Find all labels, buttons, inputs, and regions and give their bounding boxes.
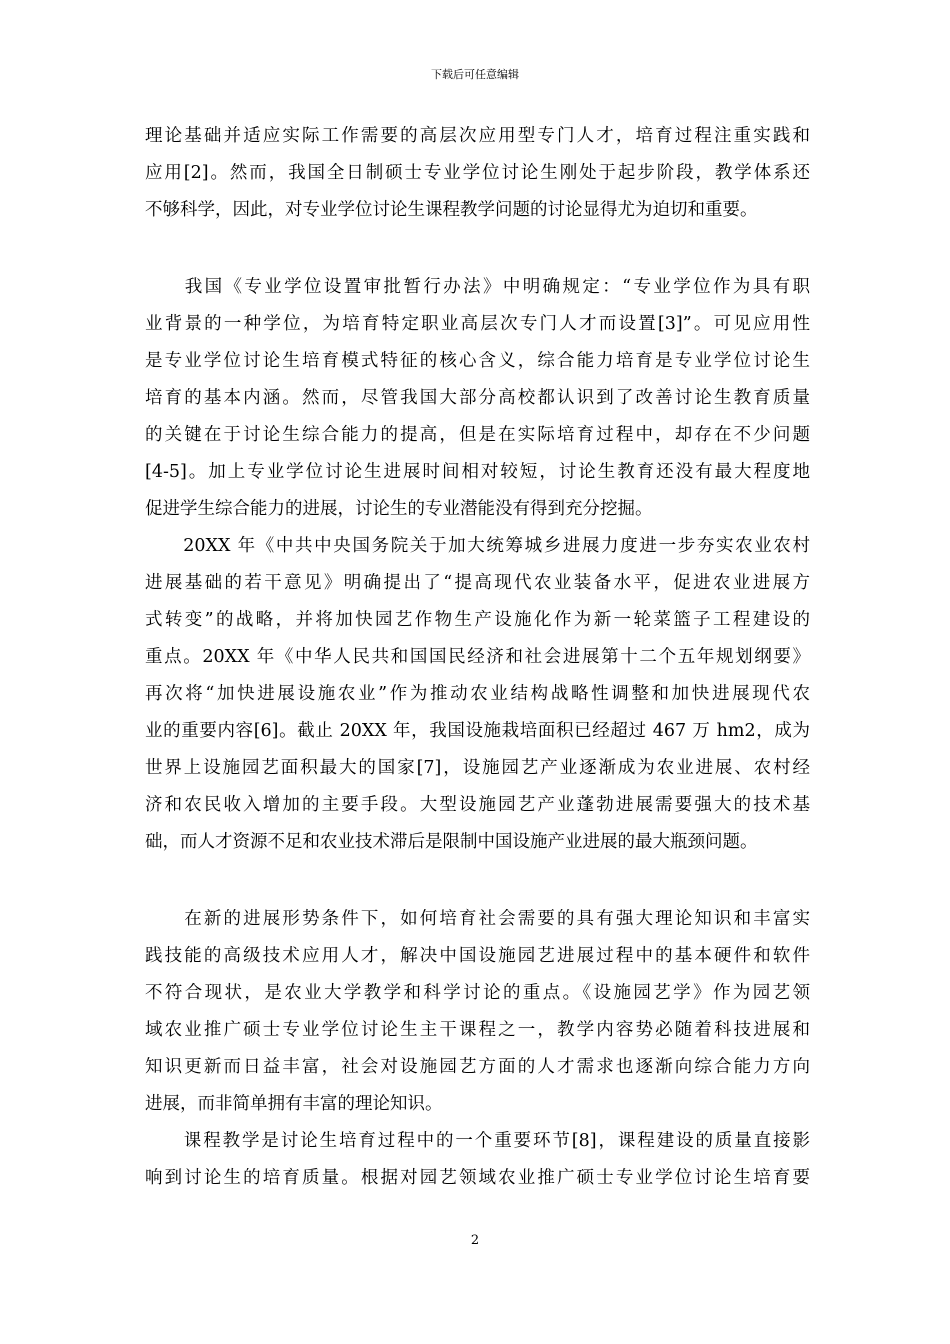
- text-line: 培育的基本内涵。然而，尽管我国大部分高校都认识到了改善讨论生教育质量: [145, 388, 810, 408]
- text-line: 不符合现状，是农业大学教学和科学讨论的重点。《设施园艺学》作为园艺领: [145, 983, 810, 1003]
- text-line: 的关键在于讨论生综合能力的提高，但是在实际培育过程中，却存在不少问题: [145, 425, 810, 445]
- text-line: 我国《专业学位设置审批暂行办法》中明确规定：“专业学位作为具有职: [145, 277, 810, 297]
- text-line: 础，而人才资源不足和农业技术滞后是限制中国设施产业进展的最大瓶颈问题。: [145, 832, 758, 852]
- text-line: 响到讨论生的培育质量。根据对园艺领域农业推广硕士专业学位讨论生培育要: [145, 1168, 810, 1188]
- paragraph-block-1: [145, 118, 810, 229]
- text-line: 践技能的高级技术应用人才，解决中国设施园艺进展过程中的基本硬件和软件: [145, 946, 810, 966]
- text-line: [4-5]。加上专业学位讨论生进展时间相对较短，讨论生教育还没有最大程度地: [145, 462, 810, 482]
- text-line: 20XX 年《中共中央国务院关于加大统筹城乡进展力度进一步夯实农业农村: [145, 536, 810, 556]
- text-line: 重点。20XX 年《中华人民共和国国民经济和社会进展第十二个五年规划纲要》: [145, 647, 810, 667]
- text-line: 应用[2]。然而，我国全日制硕士专业学位讨论生刚处于起步阶段，教学体系还: [145, 163, 810, 183]
- paragraph-block-2: [145, 269, 810, 861]
- text-line: 在新的进展形势条件下，如何培育社会需要的具有强大理论知识和丰富实: [145, 909, 810, 929]
- text-line: 知识更新而日益丰富，社会对设施园艺方面的人才需求也逐渐向综合能力方向: [145, 1057, 810, 1077]
- text-line: 进展基础的若干意见》明确提出了“提高现代农业装备水平，促进农业进展方: [145, 573, 810, 593]
- text-line: 是专业学位讨论生培育模式特征的核心含义，综合能力培育是专业学位讨论生: [145, 351, 810, 371]
- text-line: 进展，而非简单拥有丰富的理论知识。: [145, 1094, 443, 1114]
- text-line: 课程教学是讨论生培育过程中的一个重要环节[8]，课程建设的质量直接影: [145, 1131, 810, 1151]
- text-line: 再次将“加快进展设施农业”作为推动农业结构战略性调整和加快进展现代农: [145, 684, 810, 704]
- text-line: 业背景的一种学位，为培育特定职业高层次专门人才而设置[3]”。可见应用性: [145, 314, 810, 334]
- text-line: 业的重要内容[6]。截止 20XX 年，我国设施栽培面积已经超过 467 万 hm2，成为: [145, 721, 810, 741]
- body-text: [145, 118, 810, 1197]
- text-line: 不够科学，因此，对专业学位讨论生课程教学问题的讨论显得尤为迫切和重要。: [145, 200, 758, 220]
- text-line: 域农业推广硕士专业学位讨论生主干课程之一，教学内容势必随着科技进展和: [145, 1020, 810, 1040]
- text-line: 式转变”的战略，并将加快园艺作物生产设施化作为新一轮菜篮子工程建设的: [145, 610, 810, 630]
- text-line: 世界上设施园艺面积最大的国家[7]，设施园艺产业逐渐成为农业进展、农村经: [145, 758, 810, 778]
- text-line: 促进学生综合能力的进展，讨论生的专业潜能没有得到充分挖掘。: [145, 499, 653, 519]
- page-number: 2: [470, 1233, 480, 1248]
- text-line: 理论基础并适应实际工作需要的高层次应用型专门人才，培育过程注重实践和: [145, 126, 810, 146]
- paragraph-block-3: [145, 901, 810, 1197]
- text-line: 济和农民收入增加的主要手段。大型设施园艺产业蓬勃进展需要强大的技术基: [145, 795, 810, 815]
- page-header: 下载后可任意编辑: [431, 68, 519, 81]
